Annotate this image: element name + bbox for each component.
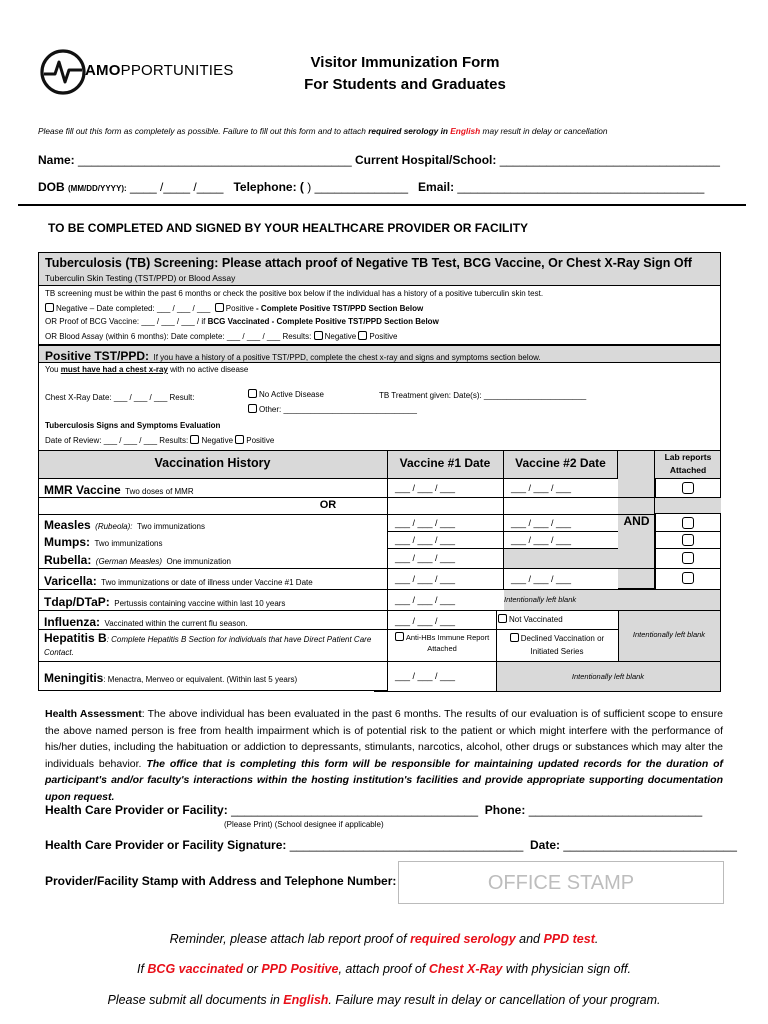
col-lab-reports: Lab reports Attached	[664, 452, 712, 475]
footer-line2: If BCG vaccinated or PPD Positive, attach proof of Chest X-Ray with physician sign off.	[136, 962, 631, 976]
tb-heading: Tuberculosis (TB) Screening: Please attach proof of Negative TB Test, BCG Vaccine, Or Chest X-Ray Sign Off	[45, 256, 692, 270]
stamp-label: Provider/Facility Stamp with Address and Telephone Number:	[45, 874, 397, 888]
provider-row: Health Care Provider or Facility: _____________________________________ Phone: __________________________	[45, 803, 703, 817]
mumps-row: Mumps: Two immunizations	[44, 535, 163, 549]
varicella-date2[interactable]: ___ / ___ / ___	[511, 574, 572, 584]
tb-treatment-field[interactable]: TB Treatment given: Date(s): _______________________	[379, 391, 587, 400]
col-vaccine1: Vaccine #1 Date	[399, 456, 491, 470]
mmr-date2[interactable]: ___ / ___ / ___	[511, 483, 572, 493]
tdap-date1[interactable]: ___ / ___ / ___	[395, 595, 456, 605]
no-active-disease-checkbox[interactable]	[248, 389, 257, 398]
mmr-date1[interactable]: ___ / ___ / ___	[395, 483, 456, 493]
signature-row: Health Care Provider or Facility Signature: ___________________________________ Date: __________________________	[45, 838, 737, 852]
varicella-date1[interactable]: ___ / ___ / ___	[395, 574, 456, 584]
mmr-lab-checkbox[interactable]	[682, 482, 694, 494]
tdap-row: Tdap/DTaP: Pertussis containing vaccine within last 10 years	[44, 595, 286, 609]
meningitis-row: Meningitis: Menactra, Menveo or equivalent. (Within last 5 years)	[44, 671, 298, 685]
email-field[interactable]: _____________________________________	[457, 180, 705, 194]
declined-checkbox[interactable]	[510, 633, 519, 642]
date-field[interactable]: __________________________	[563, 838, 737, 852]
rubella-date1[interactable]: ___ / ___ / ___	[395, 553, 456, 563]
divider	[18, 204, 746, 206]
review-negative-checkbox[interactable]	[190, 435, 199, 444]
office-stamp-box[interactable]: OFFICE STAMP	[398, 861, 724, 904]
provider-section-title: TO BE COMPLETED AND SIGNED BY YOUR HEALTHCARE PROVIDER OR FACILITY	[48, 221, 529, 235]
telephone-field[interactable]: ) ______________	[307, 180, 409, 194]
tb-subheading: Tuberculin Skin Testing (TST/PPD) or Blood Assay	[45, 273, 236, 283]
varicella-row: Varicella: Two immunizations or date of illness under Vaccine #1 Date	[44, 574, 313, 588]
blood-positive-checkbox[interactable]	[358, 331, 367, 340]
name-field[interactable]: _________________________________________	[78, 153, 352, 167]
hepb-row: Hepatitis B: Complete Hepatitis B Section for individuals that have Direct Patient Care Contact.	[44, 631, 372, 657]
tb-negative-checkbox[interactable]	[45, 303, 54, 312]
form-subtitle: For Students and Graduates	[304, 76, 506, 93]
mumps-lab-checkbox[interactable]	[682, 534, 694, 546]
name-row: Name: _________________________________________ Current Hospital/School: _________________________________	[38, 153, 720, 167]
measles-row: Measles (Rubeola): Two immunizations	[44, 518, 205, 532]
logo-icon	[39, 48, 87, 96]
influenza-date1[interactable]: ___ / ___ / ___	[395, 616, 456, 626]
mumps-date1[interactable]: ___ / ___ / ___	[395, 535, 456, 545]
dob-field[interactable]: ____ /____ /____	[130, 180, 224, 194]
logo-text: AMOPPORTUNITIES	[85, 62, 234, 79]
form-title: Visitor Immunization Form	[310, 54, 500, 71]
and-label: AND	[623, 514, 650, 528]
measles-date1[interactable]: ___ / ___ / ___	[395, 518, 456, 528]
tb-body: TB screening must be within the past 6 months or check the positive box below if the individual has a history of a positive tuberculin skin test. Negative – Date completed: ___ / ___ / ___ Positive - Complete Positive TST/PPD Section Below OR Proof of BCG Vaccine: ___ / ___ / ___ / if BCG Vaccinated - Complete Positive TST/PPD Section Below OR Blood Assay (within 6 months): Date complete: ___ / ___ / ___ Results: Negative Positive	[38, 285, 721, 345]
antihbs-checkbox[interactable]	[395, 632, 404, 641]
varicella-lab-checkbox[interactable]	[682, 572, 694, 584]
review-positive-checkbox[interactable]	[235, 435, 244, 444]
blood-negative-checkbox[interactable]	[314, 331, 323, 340]
rubella-row: Rubella: (German Measles) One immunization	[44, 553, 231, 567]
measles-date2[interactable]: ___ / ___ / ___	[511, 518, 572, 528]
measles-lab-checkbox[interactable]	[682, 517, 694, 529]
footer-line3: Please submit all documents in English. Failure may result in delay or cancellation of your program.	[107, 993, 661, 1007]
influenza-row: Influenza: Vaccinated within the current flu season.	[44, 615, 248, 629]
dob-row: DOB (MM/DD/YYYY): ____ /____ /____ Telephone: ( ) ______________ Email: _____________________________________	[38, 180, 705, 194]
col-vaccination-history: Vaccination History	[154, 456, 271, 470]
provider-field[interactable]: _____________________________________	[231, 803, 479, 817]
health-assessment: Health Assessment: The above individual has been evaluated in the past 6 months. The results of our evaluation is of sufficient scope to ensure the above named person is free from health impairment which is of potential risk to the patient or which might interfere with the performance of his/her duties, including the habituation or addiction to depressants, stimulants, narcotics, alcohol, other drugs or substances which may alter the individuals behavior. The office that is completing this form will be responsible for maintaining updated records for the duration of participant's and/or faculty's interactions within the hosting institution's facilities and provide appropriate supporting documentation upon request.	[45, 708, 723, 803]
positive-tst-bar: Positive TST/PPD: If you have a history of a positive TST/PPD, complete the chest x-ray and signs and symptoms section below.	[38, 345, 721, 363]
mmr-row: MMR Vaccine Two doses of MMR	[44, 483, 194, 497]
col-vaccine2: Vaccine #2 Date	[515, 456, 606, 470]
print-note: (Please Print) (School designee if applicable)	[224, 820, 384, 829]
vaccination-table: Vaccination History Vaccine #1 Date Vaccine #2 Date Lab reports Attached AND Intentionally left blank Intentionally left blank Intentionally left blank MMR Vaccine Two doses of MMR ___ / ___ / ___ ___ / ___ / ___ OR Measles (Rubeola): Two immunizations ___ / ___ / ___ ___ / ___ / ___ Mumps: Two immunizations ___ / ___ / ___ ___ / ___ / ___ Rubella: (German Measles) One immunization ___ / ___ / ___ Varicella: Two immunizations or date of illness under Vaccine #1 Date ___ / ___ / ___ ___ / ___ / ___ Tdap/DTaP: Pertussis containing vaccine within last 10 years ___ / ___ / ___ Influenza: Vaccinated within the current flu season. ___ / ___ / ___ Not Vaccinated Hepatitis B: Complete Hepatitis B Section for individuals that have Direct Patient Care Contact. Anti-HBs Immune Report Attached Declined Vaccination or Initiated Series Meningitis: Menactra, Menveo or equivalent. (Within last 5 years) ___ / ___ / ___	[38, 450, 721, 691]
mumps-date2[interactable]: ___ / ___ / ___	[511, 535, 572, 545]
footer-line1: Reminder, please attach lab report proof of required serology and PPD test.	[169, 932, 599, 946]
tb-heading-box	[38, 252, 721, 286]
meningitis-date1[interactable]: ___ / ___ / ___	[395, 671, 456, 681]
tb-positive-checkbox[interactable]	[215, 303, 224, 312]
phone-field[interactable]: __________________________	[528, 803, 703, 817]
hospital-field[interactable]: _________________________________	[499, 153, 720, 167]
positive-tst-body: You must have had a chest x-ray with no active disease Chest X-Ray Date: ___ / ___ / ___ Result: No Active Disease Other: ______________________________ TB Treatment given: Date(s): _______________________ Tuberculosis Signs and Symptoms Evaluation Date of Review: ___ / ___ / ___ Results: Negative Positive	[38, 362, 721, 451]
signature-field[interactable]: ___________________________________	[289, 838, 524, 852]
other-checkbox[interactable]	[248, 404, 257, 413]
instructions: Please fill out this form as completely as possible. Failure to fill out this form and to attach required serology in English may result in delay or cancellation	[38, 126, 608, 136]
rubella-lab-checkbox[interactable]	[682, 552, 694, 564]
not-vaccinated-checkbox[interactable]	[498, 614, 507, 623]
or-label: OR	[319, 499, 337, 511]
